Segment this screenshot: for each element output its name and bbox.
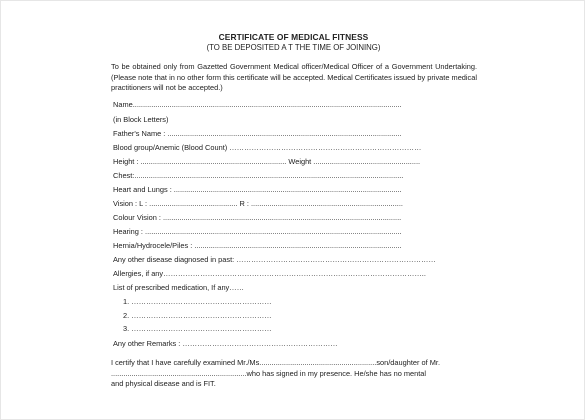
hearing-field: Hearing : ............................................................................................................................. — [113, 227, 402, 236]
fathers-name-field: Father's Name : .................................................................................................................. — [113, 129, 402, 138]
certificate-subtitle: (TO BE DEPOSITED A T THE TIME OF JOINING) — [206, 43, 381, 52]
instructions-paragraph: To be obtained only from Gazetted Government Medical officer/Medical Officer of a Government Undertaking. (Please note that in no other form this certificate will be accepted. Medical Certificates issued by private medical practitioners will not be accepted.) — [111, 62, 477, 93]
hernia-field: Hernia/Hydrocele/Piles : ..................................................................................................... — [113, 241, 402, 250]
medication-line: 3. ………………………………………………… — [123, 324, 272, 333]
certification-line: ..................................................................who has signed in my presence. He/she has no mental — [111, 368, 427, 378]
allergies-field: Allergies, if any…………………………………………………………………………………………….. — [113, 269, 426, 278]
past-disease-field: Any other disease diagnosed in past: ……………………………………………………………………… — [113, 255, 436, 264]
blood-group-field: Blood group/Anemic (Blood Count) …………………………………………………………………… — [113, 143, 422, 152]
chest-field: Chest:................................................................................................................................... — [113, 171, 404, 180]
name-field: Name................................................................................................................................... — [113, 100, 402, 109]
block-letters-note: (in Block Letters) — [113, 115, 169, 124]
certification-line: and physical disease and is FIT. — [111, 379, 216, 389]
medication-list-label: List of prescribed medication, If any…… — [113, 283, 245, 292]
remarks-field: Any other Remarks : ……………………………………………………… — [113, 339, 338, 348]
height-weight-field: Height : ....................................................................... Weight .................................................... — [113, 157, 421, 166]
certification-line: I certify that I have carefully examined Mr./Ms.........................................................son/daughter of Mr. — [111, 358, 440, 367]
vision-field: Vision : L : ........................................... R : .......................................................................... — [113, 199, 403, 208]
medication-line: 2. ………………………………………………… — [123, 311, 272, 320]
heart-lungs-field: Heart and Lungs : ............................................................................................................... — [113, 185, 402, 194]
medication-line: 1. ………………………………………………… — [123, 297, 272, 306]
certificate-title: CERTIFICATE OF MEDICAL FITNESS — [218, 32, 369, 42]
colour-vision-field: Colour Vision : .................................................................................................................... — [113, 213, 402, 222]
certification-statement — [111, 358, 479, 390]
